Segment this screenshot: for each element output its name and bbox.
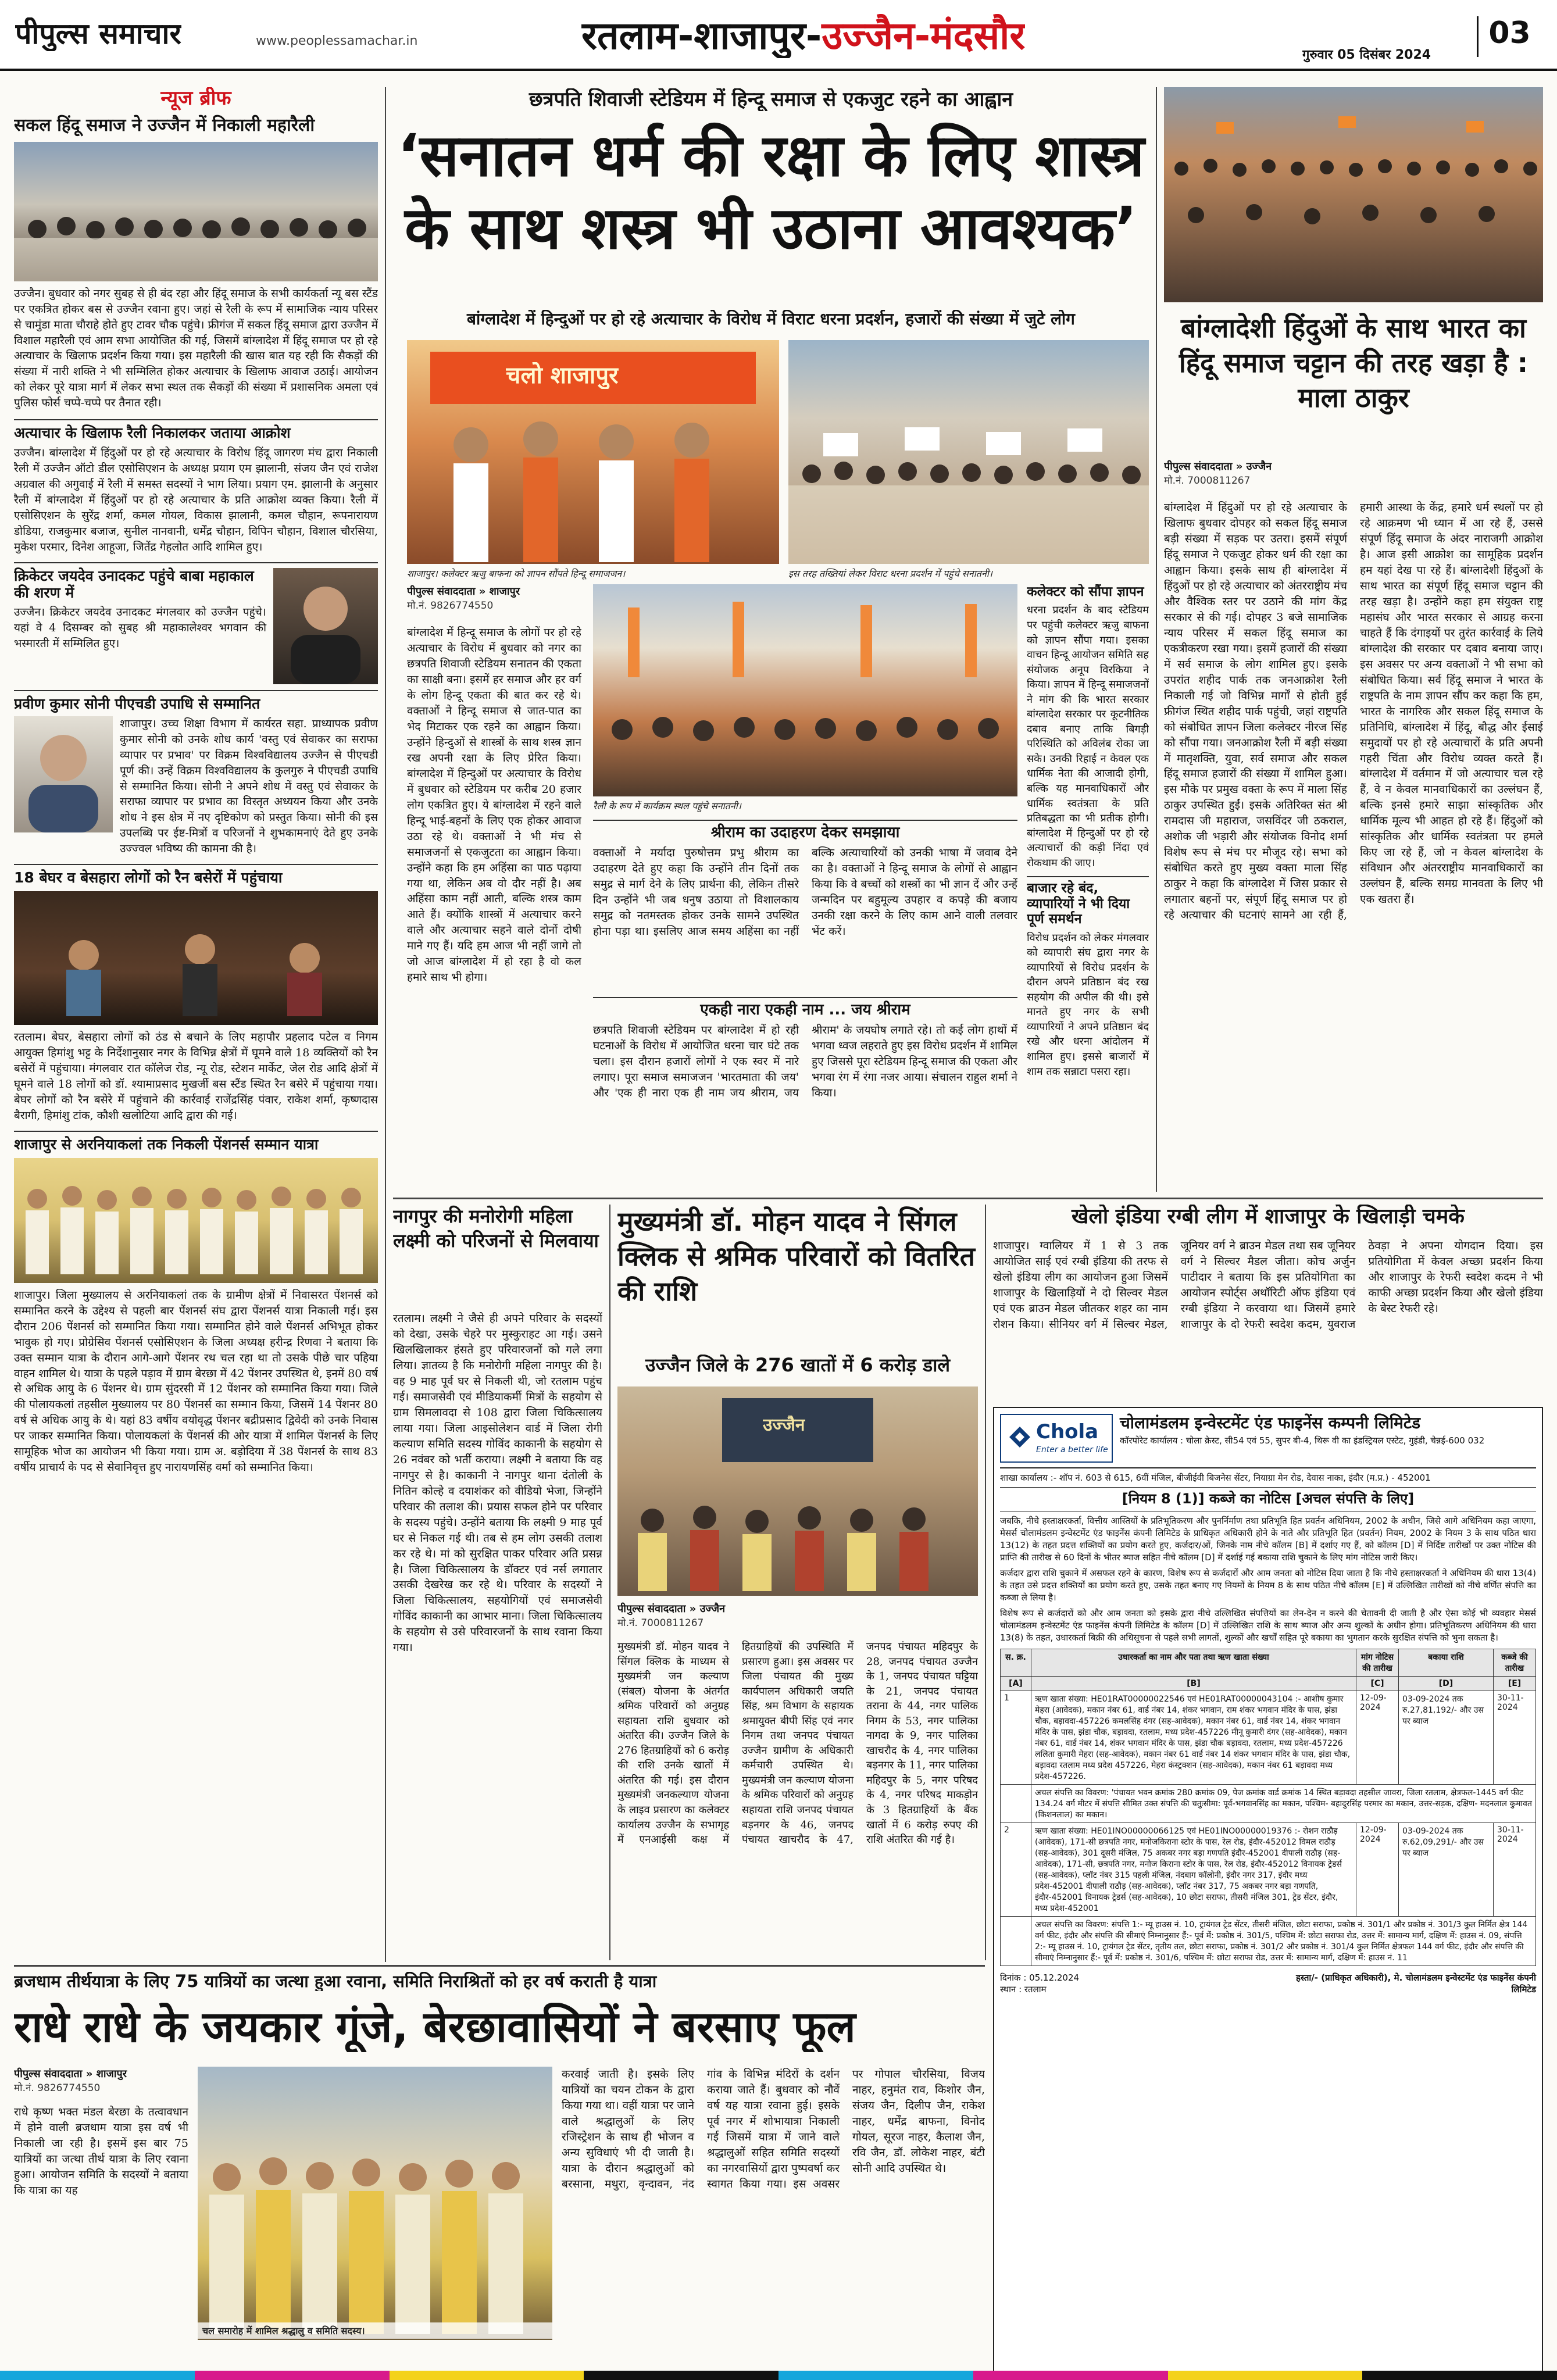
- brief-body: शाजापुर। उच्च शिक्षा विभाग में कार्यरत सहा. प्राध्यापक प्रवीण कुमार सोनी को उनके शोध कार्य 'वस्तु एवं सेवाकर का सराफा व्यापार पर प्रभाव' पर विक्रम विश्वविद्यालय उज्जैन से पीएचडी पूर्ण की। उन्हें विक्रम विश्वविद्यालय के कुलगुरु ने पीएचडी उपाधि से सम्मानित किया। सोनी ने अपने शोध में वस्तु एवं सेवाकर के सराफा व्यापार पर प्रभाव का विस्तृत अध्ययन किया और उनके शोध ने इस क्षेत्र में नए दृष्टिकोण को प्रस्तुत किया। सोनी की इस उपलब्धि पर ईष्ट-मित्रों व परिजनों ने शुभकामनाएं देते हुए उनके उज्ज्वल भविष्य की कामना की है।: [120, 717, 378, 856]
- brief-title: प्रवीण कुमार सोनी पीएचडी उपाधि से सम्मानित: [14, 695, 260, 712]
- section-divider: [14, 1965, 985, 1967]
- photo-yatra-group: [198, 2067, 552, 2340]
- column-divider: [985, 1205, 986, 1960]
- chola-logo-text: Chola: [1036, 1420, 1099, 1443]
- print-registration-bar: [0, 2371, 1557, 2380]
- banner-text: चलो शाजापुर: [506, 362, 619, 389]
- table-row: [1001, 1916, 1536, 1966]
- brief-body: उज्जैन। क्रिकेटर जयदेव उनादकट मंगलवार को उज्जैन पहुंचे। यहां वे 4 दिसम्बर को सुबह श्री महाकालेश्वर भगवान की भस्मारती में सम्मिलित हुए।: [14, 606, 266, 651]
- photo-caption: चल समारोह में शामिल श्रद्धालु व समिति सदस्य।: [198, 2322, 552, 2339]
- reporter-mobile: मो.नं. 9826774550: [14, 2082, 101, 2094]
- rally-illustration: [593, 584, 1017, 796]
- mala-byline: पीपुल्स संवाददाता » उज्जैन मो.नं. 7000811267: [1164, 459, 1350, 487]
- brief-title: अत्याचार के खिलाफ रैली निकालकर जताया आक्रोश: [14, 419, 378, 442]
- issue-date: गुरुवार 05 दिसंबर 2024: [1302, 48, 1431, 62]
- color-swatch: [0, 2371, 195, 2380]
- brief-title: सकल हिंदू समाज ने उज्जैन में निकाली महारैली: [14, 115, 315, 136]
- notice-title: [नियम 8 (1)] कब्जे का नोटिस [अचल संपत्ति के लिए]: [1000, 1488, 1536, 1511]
- yatra-lead-body: राधे कृष्ण भक्त मंडल बेरछा के तत्वावधान में होने वाली ब्रजधाम यात्रा इस वर्ष भी निकाली जा रही है। इसमें इस बार 75 यात्रियों का जत्था तीर्थ यात्रा के लिए रवाना हुआ। आयोजन समिति के सदस्यों ने बताया कि यात्रा का यह: [14, 2106, 188, 2197]
- reporter-name: पीपुल्स संवाददाता: [1164, 460, 1233, 473]
- collector-body: धरना प्रदर्शन के बाद स्टेडियम पर पहुंची कलेक्टर ऋजु बाफना को ज्ञापन सौंपा गया। इसका वाचन हिन्दू आयोजन समिति सह संयोजक अनूप विरकिया ने किया। ज्ञापन में हिन्दू समाजजनों ने मांग की कि भारत सरकार बांग्लादेश सरकार पर कूटनीतिक दबाव बनाए ताकि बिगड़ी परिस्थिति को अविलंब रोका जा सके। उनकी रिहाई न केवल एक धार्मिक नेता की आजादी होगी, बल्कि यह मानवाधिकारों और धार्मिक स्वतंत्रता के प्रति प्रतिबद्धता का भी प्रतीक होगी। बांग्लादेश में हिन्दुओं पर हो रहे अत्याचारों की कड़ी निंदा एवं रोकथाम की जाए।: [1027, 604, 1149, 869]
- notice-intro: विशेष रूप से कर्जदारों को और आम जनता को इसके द्वारा नीचे उल्लिखित संपत्तियों का लेन-देन न करने की चेतावनी दी जाती है और ऐसा कोई भी व्यवहार मेसर्स चोलामंडलम इन्वेस्टमेंट एंड फाइनेंस कंपनी लिमिटेड के कॉलम [D] में उल्लिखित राशि के साथ ब्याज और अन्य शुल्कों के अधीन होगा। प्रतिभूतिकरण अधिनियम की धारा 13(8) के तहत, उधारकर्ता बिक्री की अधिसूचना से पहले सभी लागतों, शुल्कों और खर्चों सहित पूरे बकाया का भुगतान करके सुरक्षित संपत्ति को भुना सकता है।: [1000, 1607, 1536, 1643]
- reporter-place: उज्जैन: [1246, 460, 1272, 473]
- portrait-icon: [14, 716, 113, 832]
- column-divider: [609, 1205, 610, 1960]
- table-header: उधारकर्ता का नाम और पता तथा ऋण खाता संख्या: [1031, 1649, 1356, 1676]
- brief-title: क्रिकेटर जयदेव उनादकट पहुंचे बाबा महाकाल की शरण में: [14, 567, 254, 601]
- table-row: [1001, 1784, 1536, 1822]
- news-brief-header: न्यूज ब्रीफ: [160, 87, 231, 110]
- row-amount: 03-09-2024 तक रु.62,09,291/- और उस पर ब्याज: [1399, 1822, 1494, 1916]
- masthead: [0, 0, 1557, 71]
- reporter-mobile: मो.नं. 9826774550: [407, 600, 494, 612]
- column-divider: [1156, 87, 1157, 1192]
- notice-signature: हस्ता/- (प्राधिकृत अधिकारी), मे. चोलामंडलम इन्वेस्टमेंट एंड फाइनेंस कंपनी लिमिटेड: [1296, 1972, 1536, 1995]
- color-swatch: [779, 2371, 973, 2380]
- table-header: कब्जे की तारीख: [1494, 1649, 1536, 1676]
- table-row: [1001, 1822, 1536, 1916]
- column-divider: [385, 87, 386, 1962]
- photo-memorandum: [407, 340, 779, 564]
- reporter-place: शाजापुर: [489, 585, 520, 598]
- row-borrower: ऋण खाता संख्या: HE01RAT00000022546 एवं HE01RAT00000043104 :- आशीष कुमार मेहरा (आवेदक), मकान नंबर 61, वार्ड नंबर 14, शंकर भगवान, राम शंकर भगवान मंदिर के पास, झंडा चौक, बड़ावदा-457226 कमलसिंह दंगर (सह-आवेदक), मकान नंबर 61, वार्ड नंबर 14, शंकर भगवान मंदिर के पास, झंडा चौक, बड़ावदा, रतलाम, मध्य प्रदेश-457226 मीनू कुमारी दंगर (सह-आवेदक), मकान नंबर 61, वार्ड नंबर 14, शंकर भगवान मंदिर के पास, झंडा चौक बड़ावदा, रतलाम, मध्य प्रदेश-457226 ललिता कुमारी मेहरा (सह-आवेदक), मकान नंबर 61 वार्ड नंबर 14 शंकर भगवान मंदिर के पास, झंडा चौक, बड़ावदा रतलाम मध्य प्रदेश 457226, मेहरा कंस्ट्रक्शन (सह-आवेदक), मकान नंबर 61 बड़ावदा मध्य प्रदेश-457226.: [1031, 1691, 1356, 1784]
- photo-pensioners: [14, 1158, 378, 1283]
- photo-rally: [593, 584, 1017, 796]
- yatra-body: करवाई जाती है। इसके लिए यात्रियों का चयन टोकन के द्वारा किया गया था। वहीं यात्रा पर जाने वाले श्रद्धालुओं के लिए रजिस्ट्रेशन के साथ ही भोजन व अन्य सुविधाएं भी दी जाती है। यात्रा के दौरान श्रद्धालुओं को बरसाना, मथुरा, वृन्दावन, नंद गांव के विभिन्न मंदिरों के दर्शन कराया जाते हैं। बुधवार को नौवें वर्ष यह यात्रा रवाना हुई। इसके पूर्व नगर में शोभायात्रा निकाली गई जिसमें यात्रा में जाने वाले श्रद्धालुओं सहित समिति सदस्यों का नगरवासियों द्वारा पुष्पवर्षा कर स्वागत किया गया। इस अवसर पर गोपाल चौरसिया, विजय नाहर, हनुमंत राव, किशोर जैन, संजय जैन, दिलीप जैन, राकेश नाहर, धर्मेंद्र बाफना, विनोद गोयल, सूरज नाहर, कैलाश जैन, रवि जैन, डॉ. लोकेश नाहर, बंटी सोनी आदि उपस्थित थे।: [562, 2068, 985, 2190]
- row-possession-date: 30-11-2024: [1494, 1822, 1536, 1916]
- shriram-body: वक्ताओं ने मर्यादा पुरुषोत्तम प्रभु श्रीराम का उदाहरण देते हुए कहा कि उन्होंने तीन दिनों तक समुद्र से मार्ग देने के लिए प्रार्थना की, लेकिन तीसरे दिन उन्होंने भी जब धनुष उठाया तो विशालकाय समुद्र को नतमस्तक होकर उनके सामने उपस्थित होना पड़ा था। इसलिए आज समय अहिंसा का नहीं बल्कि अत्याचारियों को उनकी भाषा में जवाब देने का है। वक्ताओं ने हिन्दू समाज के लोगों से आह्वान किया कि वे बच्चों को शस्त्रों का भी ज्ञान दें और उन्हें जन्मदिन पर बहुमूल्य उपहार व कपड़े की बजाय उनकी रक्षा करने के लिए काम आने वाली तलवार भेंट करें।: [593, 846, 1017, 938]
- lead-body: बांग्लादेश में हिन्दू समाज के लोगों पर हो रहे अत्याचार के विरोध में बुधवार को नगर का छत्रपति शिवाजी स्टेडियम सनातन की एकता का साक्षी बना। इसमें हर समाज और हर वर्ग के लोग हिन्दू एकता की बात कर रहे थे। वक्ताओं ने हिन्दू समाज से जात-पात का भेद मिटाकर एक रहने का आह्वान किया। उन्होंने हिन्दुओं से शास्त्रों के साथ शस्त्र ज्ञान रख अपनी रक्षा के लिए प्रेरित किया। बांग्लादेश में हिन्दुओं पर अत्याचार के विरोध में बुधवार को स्टेडियम पर करीब 20 हजार लोग एकत्रित हुए। ये बांग्लादेश में रहने वाले हिन्दू भाई-बहनों के लिए एक होकर आवाज उठा रहे थे। वक्ताओं ने भी मंच से समाजजनों से एकजुटता का आह्वान किया। उन्होंने कहा कि हम अहिंसा का पाठ पढ़ाया गया था, लेकिन अब वो दौर नहीं है। अब अहिंसा काम नहीं आती, बल्कि शस्त्र काम आते हैं। क्योंकि शास्त्रों में अत्याचार करने वाले और अत्याचार सहने वाले दोनों दोषी माने गए हैं। यदि हम आज भी नहीं जागे तो जो आज बांग्लादेश में हो रहा है वो कल हमारे साथ भी होगा।: [407, 626, 581, 984]
- group-photo-illustration: [14, 1158, 378, 1283]
- photo-maharally: [14, 142, 378, 281]
- brief-body: रतलाम। बेघर, बेसहारा लोगों को ठंड से बचाने के लिए महापौर प्रहलाद पटेल व निगम आयुक्त हिमांशु भट्ट के निर्देशानुसार नगर के विभिन्न क्षेत्रों में घूमने वाले 18 व्यक्तियों को रैन बसेरों में पहुंचाया। मंगलवार रात कॉलेज रोड, न्यू रोड, स्टेशन मार्केट, जेल रोड आदि क्षेत्रों में घूमने वाले 18 लोगों को डॉ. श्यामाप्रसाद मुखर्जी बस स्टैंड स्थित रैन बसेरे में पहुंचाया गया। बेघर लोगों को रैन बसेरे में पहुंचाने की कार्रवाई राजेंद्रसिंह पंवार, राकेश शर्मा, कृष्णदास बैरागी, हिमांशु टांक, कौशी खलोटिया आदि द्वारा की गई।: [14, 1031, 378, 1122]
- portrait-icon: [273, 568, 378, 684]
- yatra-headline: राधे राधे के जयकार गूंजे, बेरछावासियों ने बरसाए फूल: [14, 2003, 856, 2052]
- ekhi-body: छत्रपति शिवाजी स्टेडियम पर बांग्लादेश में हो रही घटनाओं के विरोध में आयोजित धरना चार घंटे तक चला। इस दौरान हजारों लोगों ने एक स्वर में नारे लगाए। पूरा समाज समाजजन 'भारतमाता की जय' और 'एक ही नारा एक ही नाम जय श्रीराम, जय श्रीराम' के जयघोष लगाते रहे। तो कई लोग हाथों में भगवा ध्वज लहराते हुए इस विरोध प्रदर्शन में शामिल हुए जिससे पूरा स्टेडियम हिन्दू समाज की एकता और भगवा रंग में रंगा नजर आया। संचालन राहुल शर्मा ने किया।: [593, 1023, 1017, 1099]
- bazar-body: विरोध प्रदर्शन को लेकर मंगलवार को व्यापारी संघ द्वारा नगर के व्यापारियों से विरोध प्रदर्शन के दौरान अपने प्रतिष्ठान बंद रख सहयोग की अपील की थी। इसे मानते हुए नगर के सभी व्यापारियों ने अपने प्रतिष्ठान बंद रखे और धरना आंदोलन में शामिल हुए। इससे बाजारों में शाम तक सन्नाटा पसरा रहा।: [1027, 931, 1149, 1078]
- row-notice-date: 12-09-2024: [1356, 1691, 1399, 1784]
- ekhi-title: एकही नारा एकही नाम ... जय श्रीराम: [593, 997, 1017, 1019]
- reporter-name: पीपुल्स संवाददाता: [617, 1603, 686, 1615]
- photo-caption: इस तरह तख्तियां लेकर विराट धरना प्रदर्शन में पहुंचे सनातनी।: [788, 568, 992, 579]
- photo-cm-hall: [617, 1386, 978, 1596]
- notice-table: [1000, 1649, 1536, 1966]
- page-number: 03: [1477, 16, 1541, 57]
- mentally-body: रतलाम। लक्ष्मी ने जैसे ही अपने परिवार के सदस्यों को देखा, उसके चेहरे पर मुस्कुराहट आ गई। उसने खिलखिलाकर हंसते हुए परिवारजनों को गले लगा लिया। ज्ञातव्य है कि मनोरोगी महिला नागपुर की है। वह 9 माह पूर्व घर से निकली थी, जो रतलाम पहुंच गई। समाजसेवी एवं मीडियाकर्मी मित्रों के सहयोग से ग्राम सिमलावदा से 108 द्वारा जिला चिकित्सालय लाया गया। जिला आइसोलेशन वार्ड में जिला रोगी कल्याण समिति सदस्य गोविंद काकानी के सहयोग से 26 नवंबर को भर्ती कराया। लक्ष्मी ने बताया कि वह नागपुर से है। काकानी ने नागपुर थाना दंतोली के नितिन कोल्हे व दयाशंकर को वीडियो भेजा, जिन्होंने परिवार की तलाश की। प्रयास सफल होने पर परिवार के सदस्य पहुंचे। उन्होंने बताया कि लक्ष्मी 9 माह पूर्व घर से निकल गई थी। तब से हम लोग उसकी तलाश कर रहे थे। मां को सुरक्षित पाकर परिवार अति प्रसन्न है। जिला चिकित्सालय के डॉक्टर एवं नर्स लगातार उसकी देखरेख कर रहे थे। परिवार के सदस्यों ने जिला चिकित्सालय, सहयोगियों एवं समाजसेवी गोविंद काकानी का आभार माना। जिला चिकित्सालय के सहयोग से उसे परिवारजनों के साथ रवाना किया गया।: [393, 1312, 602, 1654]
- notice-date: दिनांक : 05.12.2024: [1000, 1972, 1080, 1983]
- row-property: अचल संपत्ति का विवरण: 'पंचायत भवन क्रमांक 280 क्रमांक 09, पेज क्रमांक वार्ड क्रमांक 14 स्थित बड़ावदा तहसील जावरा, जिला रतलाम, क्षेत्रफल-1445 वर्ग फीट 134.24 वर्ग मीटर में संपत्ति सीमित उक्त संपत्ति की चतुःसीमा: पूर्व-भगवानसिंह का मकान, पश्चिम- बहादुरसिंह परमार का मकान, उत्तर-सड़क, दक्षिण- मदनलाल कुमावत (किशनलाल) का मकान।: [1031, 1784, 1536, 1822]
- site-url[interactable]: www.peoplessamachar.in: [256, 34, 418, 48]
- section-divider: [393, 1198, 1543, 1199]
- chola-emblem-icon: [1006, 1423, 1034, 1451]
- chola-logo: [1000, 1414, 1113, 1463]
- row-property: अचल संपत्ति का विवरण: संपत्ति 1:- म्यू हाउस नं. 10, ट्रायंगल ट्रेड सेंटर, तीसरी मंजिल, छोटा सराफा, प्रकोष्ठ नं. 301/1 और प्रकोष्ठ नं. 301/3 कुल निर्मित क्षेत्र 144 वर्ग फीट, इंदौर और संपत्ति की सीमाएं निम्नानुसार हैं:- पूर्व में: प्रकोष्ठ नं. 301/5, पश्चिम में: छोटा सराफा रोड, उत्तर में: सामान्य मार्ग, दक्षिण में: हाउस नं. 09, संपत्ति 2:- म्यू हाउस नं. 10, ट्रायंगल ट्रेड सेंटर, तृतीय तल, छोटा सराफा, प्रकोष्ठ नं. 301/2 और प्रकोष्ठ नं. 301/4 कुल निर्मित क्षेत्रफल 144 वर्ग फीट, इंदौर और संपत्ति की सीमाएं निम्नानुसार हैं:- पूर्व में: प्रकोष्ठ नं. 301/6, पश्चिम में: छोटा सराफा रोड, उत्तर में: सामान्य मार्ग, दक्षिण में: हाउस नं. 11: [1031, 1916, 1536, 1966]
- table-code: [A]: [1001, 1676, 1031, 1691]
- reporter-mobile: मो.नं. 7000811267: [617, 1617, 704, 1629]
- night-shelter-illustration: [14, 891, 378, 1025]
- lead-headline: ‘सनातन धर्म की रक्षा के लिए शास्त्र के साथ शस्त्र भी उठाना आवश्यक’: [397, 121, 1145, 262]
- notice-place: स्थान : रतलाम: [1000, 1984, 1047, 1995]
- brief-title: शाजापुर से अरनियाकलां तक निकली पेंशनर्स सम्मान यात्रा: [14, 1131, 378, 1153]
- bazar-title: बाजार रहे बंद, व्यापारियों ने भी दिया पूर्ण समर्थन: [1027, 876, 1149, 927]
- row-borrower: ऋण खाता संख्या: HE01INO00000066125 एवं HE01INO00000019376 :- रोशन राठौड़ (आवेदक), 171-सी छत्रपति नगर, मनोजकिराना स्टोर के पास, रेल रोड, इंदौर-452012 विमल राठौड़ (सह-आवेदक), 301 दूसरी मंजिल, 75 अकबर नगर बड़ा गणपति इंदौर-452001 दीपाली राठौड़ (सह-आवेदक), 171-सी, छत्रपति नगर, मनोज किराना स्टोर के पास, रेल रोड, इंदौर-452012 विनायक ट्रेडर्स (सह-आवेदक), प्लॉट नंबर 315 पहली मंजिल, नंदबाग कॉलोनी, इंदौर नगर 317, इंदौर मध्य प्रदेश-452001 दीपाली राठौड़ (सह-आवेदक), प्लॉट नंबर 317, 75 अकबर नगर बड़ा गणपति, इंदौर-452001 विनायक ट्रेडर्स (सह-आवेदक), 10 छोटा सराफा, तीसरी मंजिल 301, ट्रेड सेंटर, इंदौर, मध्य प्रदेश-452001: [1031, 1822, 1356, 1916]
- ekhi-box: [593, 997, 1017, 1171]
- shriram-title: श्रीराम का उदाहरण देकर समझाया: [593, 820, 1017, 842]
- cm-subhead: उज्जैन जिले के 276 खातों में 6 करोड़ डाले: [645, 1355, 951, 1376]
- color-swatch: [1362, 2371, 1557, 2380]
- lead-kicker: छत्रपति शिवाजी स्टेडियम में हिन्दू समाज से एकजुट रहने का आह्वान: [528, 88, 1013, 111]
- color-swatch: [584, 2371, 779, 2380]
- reporter-place: शाजापुर: [96, 2068, 127, 2080]
- row-sno: 2: [1001, 1822, 1031, 1916]
- logo[interactable]: पीपुल्स समाचार: [15, 17, 181, 51]
- table-header: बकाया राशि: [1399, 1649, 1494, 1676]
- mala-body: बांग्लादेश में हिंदुओं पर हो रहे अत्याचार के खिलाफ बुधवार दोपहर को सकल हिंदू समाज बड़ी संख्या में सड़क पर उतरा। इसमें संपूर्ण हिंदू समाज ने एकजुट होकर धर्म की रक्षा का आह्वान किया। इसके साथ ही बांग्लादेश में हिंदुओं पर हो रहे अत्याचार को अंतरराष्ट्रीय मंच और वैश्विक स्तर पर उठाने की मांग केंद्र सरकार से की गई। दोपहर 3 बजे सामाजिक न्याय परिसर में सकल हिंदू समाज का एकत्रीकरण रखा गया। इसमें हजारों की संख्या में सर्व समाज के लोग शामिल हुए। इसके उपरांत शहीद पार्क तक जनआक्रोश रैली निकाली गई जो विभिन्न मार्गों से होती हुई फ्रीगंज स्थित शहीद पार्क पहुंची, जहां राष्ट्रपति को संबोधित ज्ञापन जिला कलेक्टर नीरज सिंह को सौंपा गया। जनआक्रोश रैली में बड़ी संख्या में मातृशक्ति, युवा, सर्व समाज और सकल हिंदू समाज हजारों की संख्या में शामिल हुआ। इस मौके पर प्रमुख वक्ता के रूप में माला सिंह ठाकुर उपस्थित हुईं। इसके अतिरिक्त संत श्री रामदास जी महाराज, जसविंदर जी ठकराल, अशोक जी भड़ारी और संयोजक विनोद शर्मा विशेष रूप से मंच पर मौजूद रहे। सभा को संबोधित करते हुए मुख्य वक्ता माला सिंह ठाकुर ने कहा कि बांग्लादेश में जिस प्रकार से लगातार बहनों पर, संपूर्ण हिंदू समाज पर हो रहे अत्याचार की घटनाएं सामने आ रही हैं, हमारी आस्था के केंद्र, हमारे धर्म स्थलों पर हो रहे आक्रमण भी ध्यान में आ रहे हैं, उससे संपूर्ण हिंदू समाज के अंदर नाराजगी आक्रोश है। आज इसी आक्रोश का सामूहिक प्रदर्शन हम यहां देख पा रहे हैं। बांग्लादेशी हिंदुओं के साथ भारत का संपूर्ण हिंदू समाज चट्टान की तरह खड़ा है। उन्होंने कहा हम संयुक्त राष्ट्र महासंघ और भारत सरकार से आग्रह करना चाहते हैं कि दंगाइयों पर तुरंत कार्रवाई के लिये बांग्लादेश की सरकार पर दबाव बनाया जाए। इस अवसर पर अन्य वक्ताओं ने भी सभा को संबोधित किया। सर्व हिंदू समाज ने भारत के राष्ट्रपति के नाम ज्ञापन सौंप कर कहा कि हम, भारत के नागरिक और सकल हिंदू समाज के प्रतिनिधि, बांग्लादेश में हिंदू, बौद्ध और ईसाई समुदायों पर हो रहे अत्याचारों के प्रति अपनी गहरी चिंता और विरोध व्यक्त करते हैं। बांग्लादेश में वर्तमान में जो अत्याचार चल रहे हैं, वे न केवल मानवाधिकारों का उल्लंघन हैं, बल्कि इनसे हमारे साझा सांस्कृतिक और धार्मिक मूल्य भी आहत हो रहे हैं। हिंदुओं को सांस्कृतिक और धार्मिक स्वतंत्रता पर हमले किए जा रहे हैं, जो न केवल बांग्लादेश के संविधान और अंतरराष्ट्रीय मानवाधिकारों का उल्लंघन हैं, बल्कि समग्र मानवता के लिए भी एक खतरा हैं।: [1164, 501, 1543, 922]
- table-code: [E]: [1494, 1676, 1536, 1691]
- legal-notice: [993, 1407, 1543, 2375]
- collector-box: [1027, 584, 1149, 1177]
- brief-title: 18 बेघर व बेसहारा लोगों को रैन बसेरों में पहुंचाया: [14, 864, 378, 887]
- color-swatch: [195, 2371, 390, 2380]
- table-header: स. क्र.: [1001, 1649, 1031, 1676]
- photo-crowd-placards: [788, 340, 1149, 564]
- table-code: [D]: [1399, 1676, 1494, 1691]
- photo-mala-crowd: [1164, 87, 1543, 302]
- notice-company: चोलामंडलम इन्वेस्टमेंट एंड फाइनेंस कम्पनी लिमिटेड: [1120, 1413, 1420, 1432]
- shriram-box: [593, 820, 1017, 994]
- chola-tagline: Enter a better life: [1036, 1445, 1108, 1455]
- rugby-body: शाजापुर। ग्वालियर में 1 से 3 तक आयोजित साई एवं रग्बी इंडिया की तरफ से खेलो इंडिया लीग का आयोजन हुआ जिसमें शाजापुर के खिलाड़ियों ने दो सिल्वर मेडल एवं एक ब्राउन मेडल जीतकर शहर का नाम रोशन किया। सीनियर वर्ग में सिल्वर मेडल, जूनियर वर्ग ने ब्राउन मेडल तथा सब जूनियर वर्ग ने सिल्वर मैडल जीता। कोच अर्जुन पाटीदार ने बताया कि इस प्रतियोगिता का आयोजन स्पोर्ट्स अथॉरिटी ऑफ इंडिया एवं रग्बी इंडिया ने करवाया था। जिसमें हमारे शाजापुर के दो रेफरी स्वदेश कदम, युवराज ठेवड़ा ने अपना योगदान दिया। इस प्रतियोगिता में केवल अच्छा प्रदर्शन किया और शाजापुर के रेफरी स्वदेश कदम ने भी काफी अच्छा प्रदर्शन किया और खेलो इंडिया के बेस्ट रेफरी रहे।: [993, 1239, 1543, 1331]
- cm-body: मुख्यमंत्री डॉ. मोहन यादव ने सिंगल क्लिक के माध्यम से मुख्यमंत्री जन कल्याण (संबल) योजना के अंतर्गत श्रमिक परिवारों को अनुग्रह सहायता राशि बुधवार को अंतरित की। उज्जैन जिले के 276 हितग्राहियों को 6 करोड़ की राशि उनके खातों में अंतरित की गई। इस दौरान मुख्यमंत्री जनकल्याण योजना के लाइव प्रसारण का कलेक्टर कार्यालय उज्जैन के सभागृह में एनआईसी कक्ष में हितग्राहियों की उपस्थिति में प्रसारण हुआ। इस अवसर पर जिला पंचायत की मुख्य कार्यपालन अधिकारी जयति सिंह, श्रम विभाग के सहायक श्रमायुक्त बीपी सिंह एवं नगर निगम तथा जनपद पंचायत उज्जैन ग्रामीण के अधिकारी कर्मचारी उपस्थित थे। मुख्यमंत्री जन कल्याण योजना के श्रमिक परिवारों को अनुग्रह सहायता राशि जनपद पंचायत बड़नगर के 46, जनपद पंचायत खाचरौद के 47, जनपद पंचायत महिदपुर के 28, जनपद पंचायत उज्जैन के 1, जनपद पंचायत घट्टिया के 21, जनपद पंचायत तराना के 44, नगर पालिक निगम के 53, नगर पालिका नागदा के 9, नगर पालिका खाचरौद के 4, नगर पालिका बड़नगर के 11, नगर पालिका महिदपुर के 5, नगर परिषद के 4, नगर परिषद माकड़ोन के 3 हितग्राहियों के बैंक खातों में 6 करोड़ रुपए की राशि अंतरित की गई है।: [617, 1641, 978, 1846]
- news-brief-column: [14, 87, 378, 1962]
- photo-cricketer: [273, 568, 378, 684]
- placards-crowd-illustration: [788, 340, 1149, 564]
- reporter-name: पीपुल्स संवाददाता: [407, 585, 476, 598]
- yatra-kicker: ब्रजधाम तीर्थयात्रा के लिए 75 यात्रियों का जत्था हुआ रवाना, समिति निराश्रितों को हर वर्ष कराती है यात्रा: [14, 1972, 657, 1991]
- row-notice-date: 12-09-2024: [1356, 1822, 1399, 1916]
- notice-intro: कर्जदार द्वारा राशि चुकाने में असफल रहने के कारण, विशेष रूप से कर्जदारों और आम जनता को नोटिस दिया जाता है कि नीचे हस्ताक्षरकर्ता ने अधिनियम की धारा 13(4) के तहत उसे प्रदत्त शक्तियों का प्रयोग करते हुए, उसके तहत बनाए गए नियमों के नियम 8 के साथ पठित नीचे कॉलम [E] में उल्लिखित तारीखों को नीचे वर्णित संपत्ति का कब्जा ले लिया है।: [1000, 1567, 1536, 1603]
- color-swatch: [1168, 2371, 1363, 2380]
- table-row: [1001, 1691, 1536, 1784]
- notice-address: कॉरपोरेट कार्यालय : चोला क्रेस्ट, सी54 एवं 55, सुपर बी-4, थिरू वी का इंडस्ट्रियल एस्टेट, गुइंडी, चेन्नई-600 032: [1120, 1435, 1485, 1446]
- reporter-name: पीपुल्स संवाददाता: [14, 2068, 83, 2080]
- photo-rain-basera: [14, 891, 378, 1025]
- brief-body: उज्जैन। बुधवार को नगर सुबह से ही बंद रहा और हिंदू समाज के सभी कार्यकर्ता न्यू बस स्टैंड पर एकत्रित होकर बस से उज्जैन रवाना हुए। जहां से रैली के रूप में सामाजिक न्याय परिसर से चामुंडा माता चौराहे होते हुए टावर चौक पहुंचे। फ्रीगंज में सकल हिंदू समाज द्वारा उज्जैन में विशाल महारैली एवं आम सभा आयोजित की गई, जिसमें बांग्लादेश में हिंदू समाज पर हो रहे अत्याचार के खिलाफ प्रदर्शन किया गया। इस महारैली की खास बात यह रही कि सैकड़ों की संख्या में नारी शक्ति ने भी सम्मिलित होकर अत्याचार के खिलाफ आवाज उठाई। आयोजन को लेकर पूरे यात्रा मार्ग में लेकर सभा स्थल तक सैकड़ों की संख्या में प्रशासनिक अमला एवं पुलिस फोर्स चप्पे-चप्पे पर तैनात रही।: [14, 287, 378, 410]
- reporter-place: उज्जैन: [699, 1603, 726, 1615]
- pilgrims-group-illustration: [198, 2067, 552, 2340]
- color-swatch: [390, 2371, 584, 2380]
- table-code: [B]: [1031, 1676, 1356, 1691]
- cm-headline: मुख्यमंत्री डॉ. मोहन यादव ने सिंगल क्लिक से श्रमिक परिवारों को वितरित की राशि: [617, 1206, 975, 1307]
- notice-intro: जबकि, नीचे हस्ताक्षरकर्ता, वित्तीय आस्तियों के प्रतिभूतिकरण और पुनर्निर्माण तथा प्रतिभूति हित प्रवर्तन अधिनियम, 2002 के अधीन, जिसे आगे अधिनियम कहा जाएगा, मेसर्स चोलामंडलम इन्वेस्टमेंट एंड फाइनेंस कंपनी लिमिटेड के प्राधिकृत अधिकारी होने के नाते और प्रतिभूति हित (प्रवर्तन) नियम, 2002 के नियम 3 के साथ पठित धारा 13(12) के तहत प्रदत्त शक्तियों का प्रयोग करते हुए, कर्जदार/ओं, जिनके नाम नीचे कॉलम [B] में दर्शाए गए हैं, को कॉलम [D] में निर्दिष्ट तारीखों पर उक्त नोटिस की प्राप्ति की तारीख से 60 दिनों के भीतर ब्याज सहित नीचे कॉलम [D] में दर्शाई गई बकाया राशि चुकाने के लिए मांग नोटिस जारी किए।: [1000, 1515, 1536, 1563]
- photo-caption: रैली के रूप में कार्यक्रम स्थल पहुंचे सनातनी।: [593, 801, 741, 812]
- edition-title-red: उज्जैन-मंदसौर: [822, 14, 1026, 58]
- banner-text: उज्जैन: [763, 1416, 805, 1435]
- row-amount: 03-09-2024 तक रु.27,81,192/- और उस पर ब्याज: [1399, 1691, 1494, 1784]
- rugby-headline: खेलो इंडिया रग्बी लीग में शाजापुर के खिलाड़ी चमके: [1072, 1205, 1465, 1228]
- yatra-byline: पीपुल्स संवाददाता » शाजापुर मो.नं. 9826774550: [14, 2067, 188, 2094]
- table-header: मांग नोटिस की तारीख: [1356, 1649, 1399, 1676]
- mala-headline: बांग्लादेशी हिंदुओं के साथ भारत का हिंदू समाज चट्टान की तरह खड़ा है : माला ठाकुर: [1179, 312, 1529, 413]
- lead-subhead: बांग्लादेश में हिन्दुओं पर हो रहे अत्याचार के विरोध में विराट धरना प्रदर्शन, हजारों की संख्या में जुटे लोग: [467, 310, 1075, 328]
- edition-title-black: रतलाम-शाजापुर-: [581, 14, 822, 58]
- brief-body: शाजापुर। जिला मुख्यालय से अरनियाकलां तक के ग्रामीण क्षेत्रों में निवासरत पेंशनर्स को सम्मानित करने के उद्देश्य से पहली बार पेंशनर्स संघ द्वारा पेंशनर्स यात्रा निकाली गई। इस दौरान 206 पेंशनर्स को सम्मानित किया गया। सम्मानित होने वाले पेंशनर्स अभिभूत होकर भावुक हो गए। प्रोग्रेसिव पेंशनर्स एसोसिएशन के जिला अध्यक्ष हरीन्द्र रिणवा ने बताया कि उक्त सम्मान यात्रा के दौरान आगे-आगे पेंशनर रथ चल रहा था तो उसके पीछे चार पहिया वाहन शामिल थे। यात्रा के पहले पड़ाव में ग्राम बेरछा में 42 पेंशनर उपस्थित थे, इनमें 80 वर्ष से अधिक आयु के 6 पेंशनर थे। ग्राम सुंदरसी में 12 पेंशनर को सम्मानित किया गया। जिले की पोलायकलां तहसील मुख्यालय पर 80 पेंशनर्स का सम्मान किया, जिसमें 14 पेंशनर 80 वर्ष से अधिक आयु के थे। यहां 83 वर्षीय वयोवृद्ध पेंशनर बद्रीप्रसाद द्विवेदी को उनके निवास पर जाकर सम्मानित किया। पोलायकलां के पेंशनर्स की ओर यात्रा में शामिल पेंशनर्स के लिए सामूहिक भोज का आयोजन भी किया गया। ग्राम अ. बड़ोदिया में 38 पेंशनर्स के साथ 83 वर्षीय प्राचार्य के पद से सेवानिवृत्त हुए नारायणसिंह वर्मा को सम्मानित किया।: [14, 1288, 378, 1474]
- reporter-mobile: मो.नं. 7000811267: [1164, 475, 1251, 487]
- row-sno: 1: [1001, 1691, 1031, 1784]
- crowd-illustration: [14, 142, 378, 281]
- lead-byline: पीपुल्स संवाददाता » शाजापुर मो.नं. 9826774550: [407, 584, 581, 612]
- photo-caption: शाजापुर। कलेक्टर ऋजु बाफना को ज्ञापन सौंपते हिन्दू समाजजन।: [407, 568, 626, 579]
- mentally-headline: नागपुर की मनोरोगी महिला लक्ष्मी को परिजनों से मिलवाया: [393, 1205, 599, 1252]
- table-code: [C]: [1356, 1676, 1399, 1691]
- row-possession-date: 30-11-2024: [1494, 1691, 1536, 1784]
- notice-branch: शाखा कार्यालय :- शॉप नं. 603 से 615, 6वीं मंजिल, बीजीईवी बिजनेस सेंटर, नियाग्रा मेन रोड, देवास नाका, इंदौर (म.प्र.) - 452001: [1000, 1468, 1536, 1488]
- photo-praveen-soni: [14, 716, 113, 832]
- edition-title: [581, 14, 1025, 58]
- collector-title: कलेक्टर को सौंपा ज्ञापन: [1027, 584, 1144, 599]
- cm-byline: पीपुल्स संवाददाता » उज्जैन मो.नं. 7000811267: [617, 1602, 792, 1629]
- color-swatch: [973, 2371, 1168, 2380]
- mass-crowd-illustration: [1164, 87, 1543, 302]
- brief-body: उज्जैन। बांग्लादेश में हिंदुओं पर हो रहे अत्याचार के विरोध हिंदू जागरण मंच द्वारा निकाली रैली में उज्जैन ऑटो डील एसोसिएशन के अध्यक्ष प्रयाग एम झालानी, संजय जैन एवं राजेश अग्रवाल की अगुवाई में रैली में समस्त सदस्यों ने भाग लिया। प्रयाग एम. झालानी के अनुसार रैली में बांग्लादेश में हिंदुओं पर हो रहे अत्याचार के प्रति आक्रोश व्यक्त किया। रैली में एसोसिएशन के सुरेंद्र शर्मा, कमल गोयल, विकास झालानी, कमल चौहान, रूपनारायण डोडिया, राजकुमार बजाज, सुनील नानवानी, धर्मेंद्र चौहान, विपिन चौहान, विशाल चौरसिया, मुकेश परमार, दिनेश आहूजा, जितेंद्र गेहलोत आदि शामिल हुए।: [14, 446, 378, 553]
